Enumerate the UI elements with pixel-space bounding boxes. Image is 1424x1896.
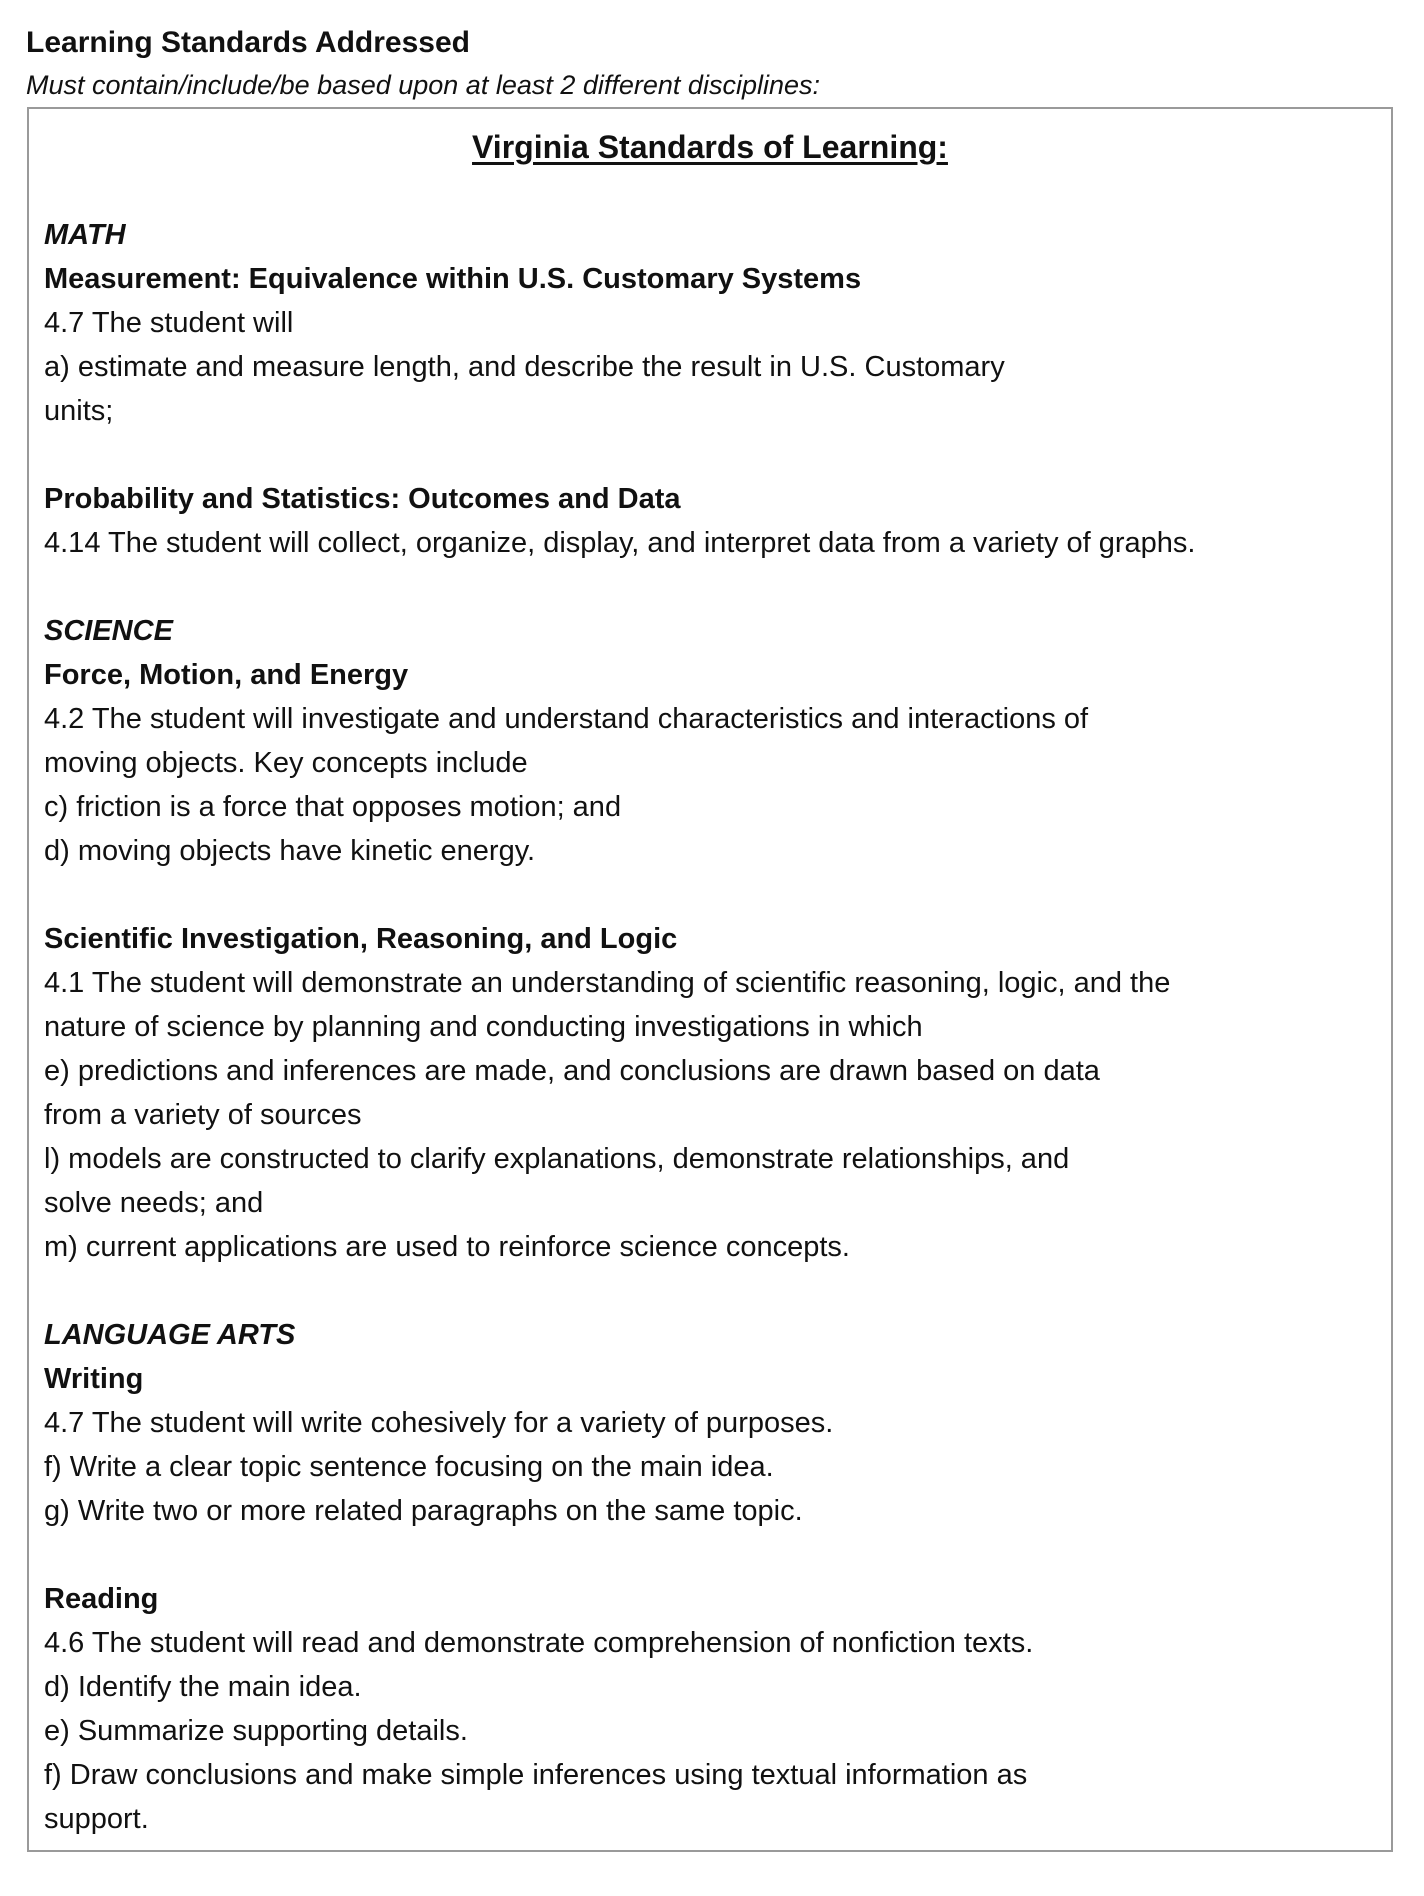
standard-line: moving objects. Key concepts include [44,747,528,779]
page-title: Learning Standards Addressed [26,26,470,59]
page-subtitle: Must contain/include/be based upon at least 2 different disciplines: [26,70,820,100]
discipline-language-arts: LANGUAGE ARTS [44,1319,296,1351]
discipline-science: SCIENCE [44,615,173,647]
standard-line: from a variety of sources [44,1099,362,1131]
science-force-heading: Force, Motion, and Energy [44,659,409,691]
standard-line: f) Draw conclusions and make simple inferences using textual information as [44,1759,1028,1791]
spacer [44,1533,1374,1577]
standard-line: 4.14 The student will collect, organize, display, and interpret data from a variety of graphs. [44,527,1196,559]
page-header [26,22,1406,106]
standard-line: m) current applications are used to reinforce science concepts. [44,1231,850,1263]
science-investigation-heading: Scientific Investigation, Reasoning, and Logic [44,923,678,955]
math-probability-heading: Probability and Statistics: Outcomes and Data [44,483,681,515]
standards-box [27,107,1393,1852]
standard-line: e) Summarize supporting details. [44,1715,468,1747]
standard-line: c) friction is a force that opposes motion; and [44,791,622,823]
standard-line: solve needs; and [44,1187,264,1219]
standard-line: 4.7 The student will [44,307,294,339]
language-reading-heading: Reading [44,1583,159,1615]
standard-line: l) models are constructed to clarify explanations, demonstrate relationships, and [44,1143,1070,1175]
standard-line: e) predictions and inferences are made, and conclusions are drawn based on data [44,1055,1100,1087]
standard-line: 4.2 The student will investigate and understand characteristics and interactions of [44,703,1089,735]
standard-line: f) Write a clear topic sentence focusing on the main idea. [44,1451,774,1483]
standard-line: a) estimate and measure length, and describe the result in U.S. Customary [44,351,1005,383]
spacer [44,433,1374,477]
standards-title: Virginia Standards of Learning: [472,129,948,165]
math-measurement-heading: Measurement: Equivalence within U.S. Customary Systems [44,263,862,295]
standard-line: support. [44,1803,149,1835]
standard-line: 4.6 The student will read and demonstrate comprehension of nonfiction texts. [44,1627,1034,1659]
standard-line: d) Identify the main idea. [44,1671,362,1703]
standard-line: d) moving objects have kinetic energy. [44,835,536,867]
spacer [44,565,1374,609]
standard-line: g) Write two or more related paragraphs on the same topic. [44,1495,803,1527]
standard-line: nature of science by planning and conducting investigations in which [44,1011,923,1043]
standard-line: units; [44,395,114,427]
spacer [44,1269,1374,1313]
standards-content [44,213,1374,1841]
standard-line: 4.1 The student will demonstrate an understanding of scientific reasoning, logic, and the [44,967,1171,999]
spacer [44,873,1374,917]
standard-line: 4.7 The student will write cohesively for a variety of purposes. [44,1407,834,1439]
discipline-math: MATH [44,219,126,251]
language-writing-heading: Writing [44,1363,144,1395]
